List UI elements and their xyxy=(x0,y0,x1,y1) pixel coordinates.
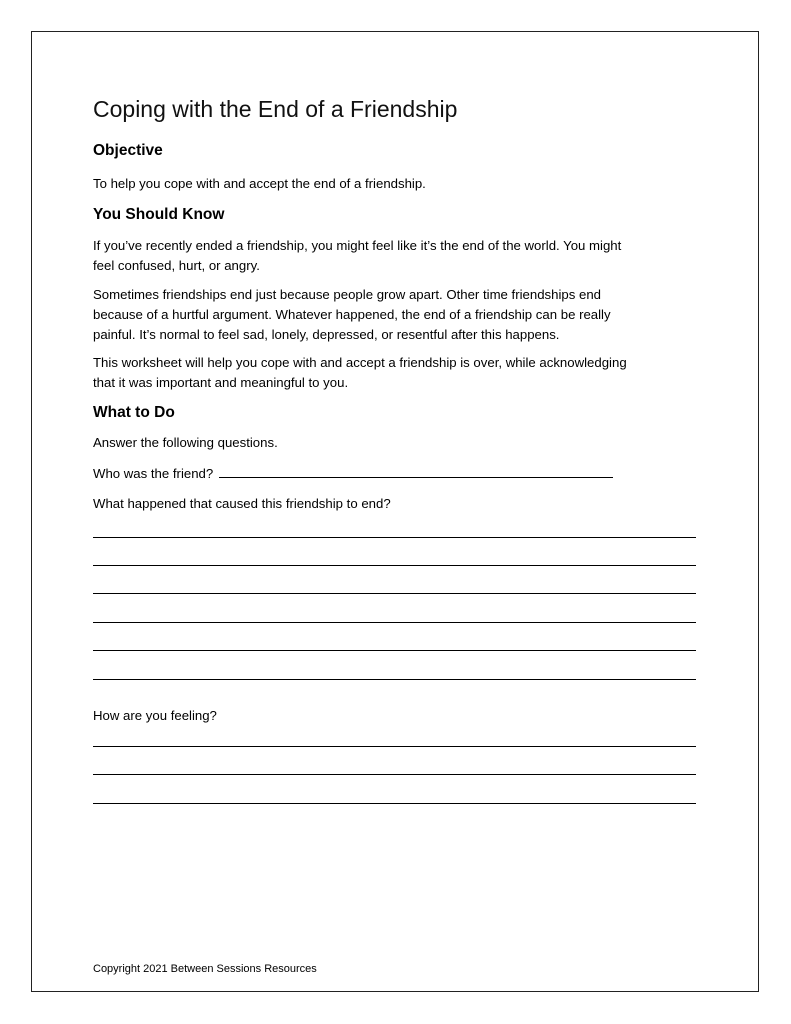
objective-heading-block xyxy=(93,141,163,161)
should-know-p3-line2: that it was important and meaningful to you. xyxy=(93,375,349,390)
should-know-paragraph-1 xyxy=(93,236,621,276)
answer-2-line[interactable] xyxy=(93,650,696,651)
answer-2-line[interactable] xyxy=(93,679,696,680)
page-title: Coping with the End of a Friendship xyxy=(93,96,458,122)
objective-heading: Objective xyxy=(93,142,163,159)
question-3-label: How are you feeling? xyxy=(93,708,217,723)
footer-copyright: Copyright 2021 Between Sessions Resources xyxy=(93,963,317,975)
answer-2-line[interactable] xyxy=(93,537,696,538)
question-1-label: Who was the friend? xyxy=(93,466,214,481)
answer-1-line[interactable] xyxy=(219,463,613,478)
should-know-p3-line1: This worksheet will help you cope with and accept a friendship is over, while acknowledging xyxy=(93,355,627,370)
question-3-row xyxy=(93,706,217,726)
objective-text: To help you cope with and accept the end of a friendship. xyxy=(93,176,426,191)
question-2-label: What happened that caused this friendship to end? xyxy=(93,496,391,511)
instruction-block xyxy=(93,433,278,453)
question-1-row xyxy=(93,463,613,484)
what-to-do-heading-block xyxy=(93,403,175,423)
page-title-block xyxy=(93,92,457,126)
objective-text-block xyxy=(93,174,426,194)
should-know-paragraph-3 xyxy=(93,353,627,393)
instruction-text: Answer the following questions. xyxy=(93,435,278,450)
should-know-p2-line2: because of a hurtful argument. Whatever happened, the end of a friendship can be really xyxy=(93,307,611,322)
what-to-do-heading: What to Do xyxy=(93,404,175,421)
should-know-p1-line1: If you’ve recently ended a friendship, you might feel like it’s the end of the world. You might xyxy=(93,238,622,253)
should-know-p2-line1: Sometimes friendships end just because people grow apart. Other time friendships end xyxy=(93,287,601,302)
should-know-p1-line2: feel confused, hurt, or angry. xyxy=(93,258,260,273)
should-know-heading: You Should Know xyxy=(93,206,225,223)
answer-3-line[interactable] xyxy=(93,746,696,747)
answer-2-line[interactable] xyxy=(93,593,696,594)
should-know-paragraph-2 xyxy=(93,285,611,345)
question-1 xyxy=(93,463,613,484)
answer-3-line[interactable] xyxy=(93,803,696,804)
question-2-row xyxy=(93,494,391,514)
answer-3-line[interactable] xyxy=(93,774,696,775)
should-know-heading-block xyxy=(93,205,224,225)
should-know-p2-line3: painful. It’s normal to feel sad, lonely, depressed, or resentful after this happens. xyxy=(93,327,560,342)
answer-2-line[interactable] xyxy=(93,565,696,566)
answer-2-line[interactable] xyxy=(93,622,696,623)
